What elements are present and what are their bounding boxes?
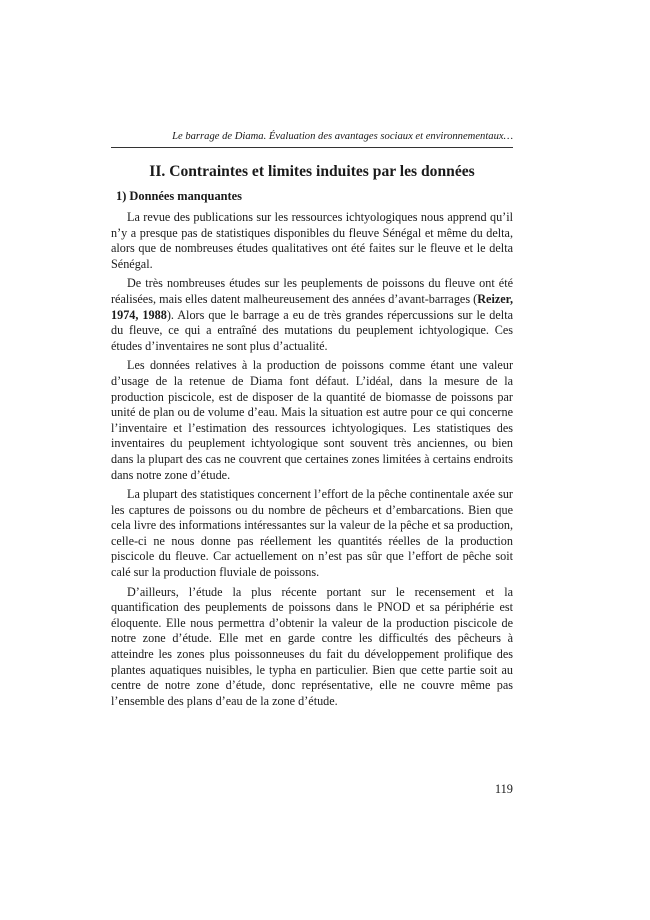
body-text (111, 210, 513, 709)
paragraph-2 (111, 276, 513, 354)
paragraph-2-after-citation: ). Alors que le barrage a eu de très grandes répercussions sur le delta du fleuve, ce qui a entraîné des mutations du peuplement ichtyologique. Ces études d’inventaires ne sont plus d’actualité. (111, 307, 513, 353)
paragraph-5: D’ailleurs, l’étude la plus récente portant sur le recensement et la quantification des peuplements de poissons dans le PNOD et sa périphérie est éloquente. Elle nous permettra d’obtenir la valeur de la production piscicole de notre zone d’étude. Elle met en garde contre les difficultés des pêcheurs à atteindre les zones plus poissonneuses du fait du développement prolifique des plantes aquatiques nuisibles, le typha en particulier. Bien que cette partie soit au centre de notre zone d’étude, donc représentative, elle ne couvre même pas l’ensemble des plans d’eau de la zone d’étude. (111, 584, 513, 708)
section-title: II. Contraintes et limites induites par les données (149, 163, 475, 180)
paragraph-2-before-citation: De très nombreuses études sur les peuplements de poissons du fleuve ont été réalisées, mais elles datent malheureusement des années d’avant-barrages ( (111, 276, 513, 306)
paragraph-3: Les données relatives à la production de poissons comme étant une valeur d’usage de la retenue de Diama font défaut. L’idéal, dans la mesure de la production piscicole, est de disposer de la quantité de biomasse de poissons par unité de plan ou de volume d’eau. Mais la situation est autre pour ce qui concerne l’inventaire et l’estimation des ressources ichtyologiques. Les statistiques des inventaires du peuplement ichtyologique sont souvent très anciennes, ou bien dans la plupart des cas ne couvrent que certaines zones limitées à certains endroits dans notre zone d’étude. (111, 358, 513, 482)
page-body (111, 130, 513, 713)
citation-reizer: Reizer, 1974, 1988 (111, 291, 513, 322)
subsection-title: 1) Données manquantes (116, 189, 242, 203)
paragraph-4: La plupart des statistiques concernent l’effort de la pêche continentale axée sur les captures de poissons ou du nombre de pêcheurs et d’embarcations. Bien que cela livre des informations intéressantes sur la valeur de la pêche et sa production, celle-ci ne nous donne pas réellement les quantités réelles de la production piscicole du fleuve. Car actuellement on n’est pas sûr que l’effort de pêche soit calé sur la production fluviale de poissons. (111, 487, 513, 580)
running-header: Le barrage de Diama. Évaluation des avantages sociaux et environnementaux… (111, 130, 513, 148)
page-number: 119 (494, 782, 513, 796)
paragraph-1: La revue des publications sur les ressources ichtyologiques nous apprend qu’il n’y a presque pas de statistiques disponibles du fleuve Sénégal et même du delta, alors que de nombreuses études qualitatives ont été faites sur le fleuve et le delta Sénégal. (111, 210, 513, 271)
